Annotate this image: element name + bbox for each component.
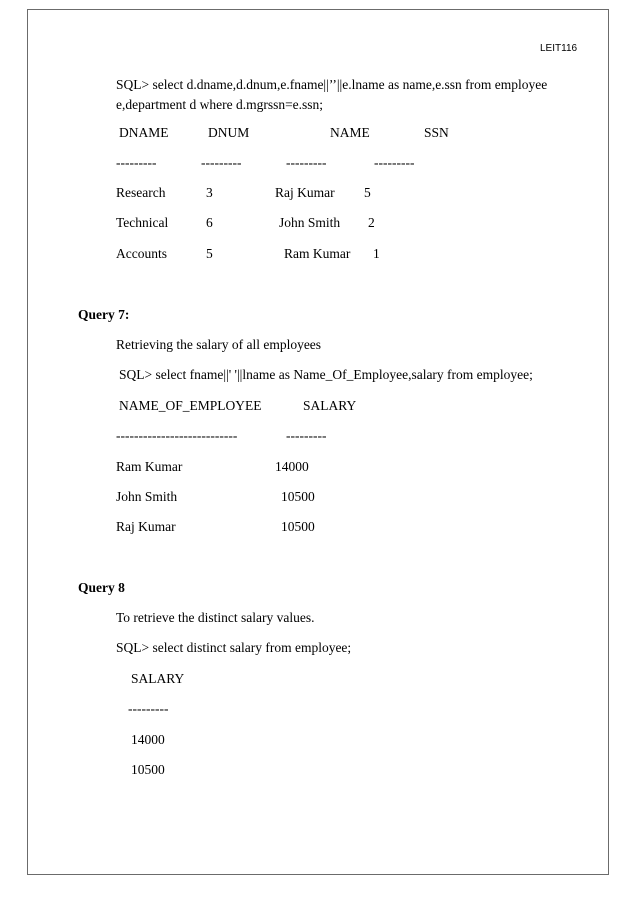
column-header-name-of-employee: NAME_OF_EMPLOYEE <box>119 398 262 413</box>
column-header-dname: DNAME <box>119 125 169 140</box>
table-cell: 14000 <box>275 459 309 474</box>
table-cell: 14000 <box>131 732 165 747</box>
table-cell: Ram Kumar <box>116 459 183 474</box>
column-header-salary: SALARY <box>303 398 357 413</box>
table-cell: 5 <box>364 185 371 200</box>
query-7-description: Retrieving the salary of all employees <box>116 337 322 352</box>
column-separator: --------- <box>201 155 242 170</box>
column-separator: --------- <box>286 428 327 443</box>
table-cell: 10500 <box>131 762 165 777</box>
column-header-ssn: SSN <box>424 125 449 140</box>
sql-statement-line-1: SQL> select d.dname,d.dnum,e.fname||’’||e.lname as name,e.ssn from employee <box>116 77 548 92</box>
column-header-name: NAME <box>330 125 370 140</box>
table-cell: 2 <box>368 215 375 230</box>
column-header-salary: SALARY <box>131 671 185 686</box>
sql-statement-line-2: e,department d where d.mgrssn=e.ssn; <box>116 97 324 112</box>
column-separator: --------------------------- <box>116 428 238 443</box>
table-cell: Ram Kumar <box>284 246 351 261</box>
table-cell: 10500 <box>281 519 315 534</box>
table-cell: Technical <box>116 215 169 230</box>
table-cell: 6 <box>206 215 213 230</box>
table-cell: John Smith <box>279 215 341 230</box>
table-cell: Raj Kumar <box>275 185 335 200</box>
table-cell: 5 <box>206 246 213 261</box>
table-cell: Research <box>116 185 166 200</box>
query-7-title: Query 7: <box>78 307 130 322</box>
table-cell: Accounts <box>116 246 167 261</box>
table-cell: John Smith <box>116 489 178 504</box>
column-separator: --------- <box>286 155 327 170</box>
table-cell: 3 <box>206 185 213 200</box>
table-cell: Raj Kumar <box>116 519 176 534</box>
query-8-description: To retrieve the distinct salary values. <box>116 610 315 625</box>
column-separator: --------- <box>128 701 169 716</box>
query-8-sql: SQL> select distinct salary from employee; <box>116 640 352 655</box>
column-header-dnum: DNUM <box>208 125 250 140</box>
table-cell: 1 <box>373 246 380 261</box>
query-8-title: Query 8 <box>78 580 125 595</box>
query-7-sql: SQL> select fname||' '||lname as Name_Of_Employee,salary from employee; <box>119 367 533 382</box>
column-separator: --------- <box>116 155 157 170</box>
table-cell: 10500 <box>281 489 315 504</box>
column-separator: --------- <box>374 155 415 170</box>
page-header-code: LEIT116 <box>540 43 578 54</box>
